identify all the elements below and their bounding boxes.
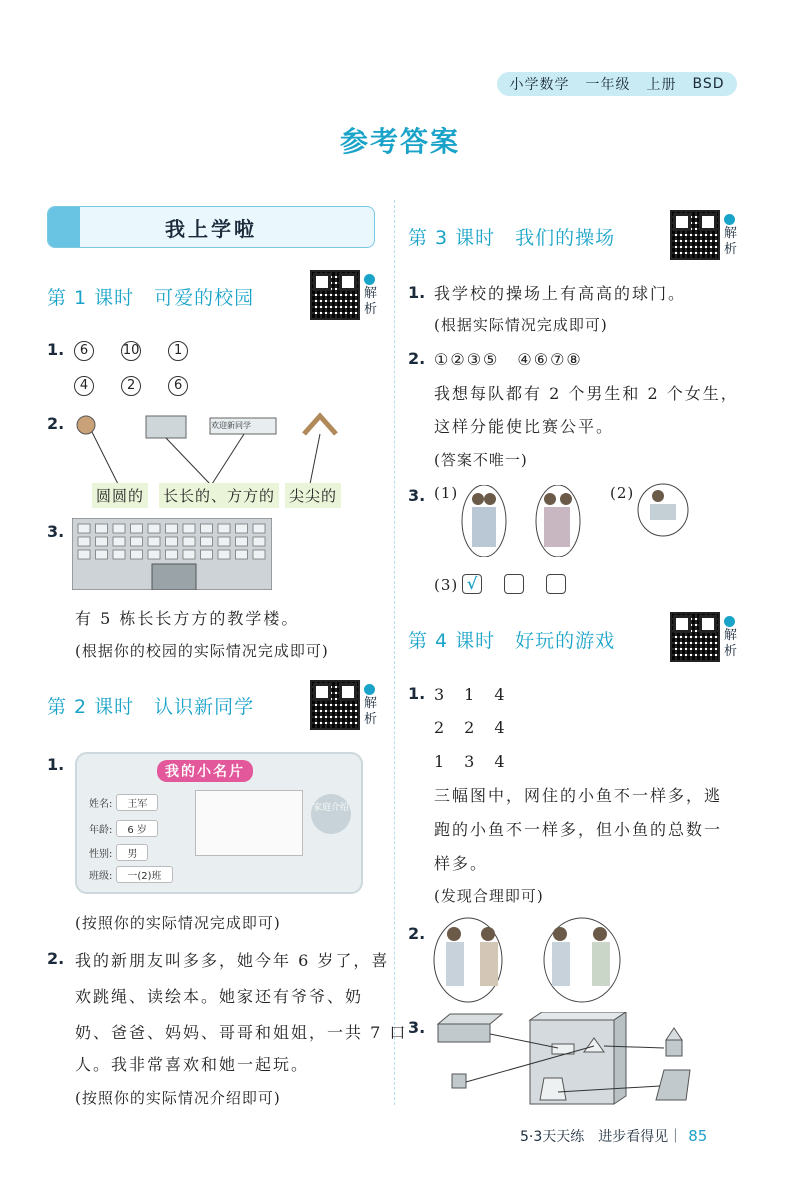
analysis-label: 解析 [364, 286, 378, 317]
play-icon [364, 274, 375, 285]
circled-number: 6 [74, 341, 94, 361]
checkbox-row [462, 573, 582, 594]
circled-number: 6 [168, 376, 188, 396]
question-number: 2. [47, 414, 65, 433]
answer-note: (按照你的实际情况完成即可) [75, 914, 281, 932]
answer-text: 有 5 栋长长方方的教学楼。 [75, 609, 300, 628]
play-icon [724, 214, 735, 225]
lesson-4-title: 第 4 课时 好玩的游戏 [408, 630, 616, 652]
answer-line: 样多。 [434, 854, 489, 873]
card-field-gender: 性别: 男 [89, 844, 148, 861]
checkbox [504, 574, 524, 594]
family-photo [195, 790, 303, 856]
analysis-link[interactable] [724, 214, 738, 258]
building-window [183, 537, 195, 546]
answer-line: 我的新朋友叫多多，她今年 6 岁了，喜 [75, 951, 390, 970]
building-window [236, 524, 248, 533]
page-number: 85 [688, 1127, 708, 1145]
building-window [218, 550, 230, 559]
building-window [166, 537, 178, 546]
play-icon [724, 616, 735, 627]
answer-note: (按照你的实际情况介绍即可) [75, 1089, 281, 1107]
answer-note: (根据实际情况完成即可) [434, 316, 608, 334]
book-info-bar [497, 72, 737, 96]
building-window [218, 524, 230, 533]
edition-label: BSD [692, 76, 725, 92]
card-field-age: 年龄: 6 岁 [89, 820, 158, 837]
question-number: 1. [408, 283, 426, 302]
building-window [148, 524, 160, 533]
page-title: 参考答案 [339, 125, 460, 158]
child-sitting-illustration [636, 482, 690, 538]
card-field-name: 姓名: 王军 [89, 794, 158, 811]
ball-icon [77, 416, 95, 434]
word-box: 尖尖的 [285, 483, 341, 508]
building-window [201, 524, 213, 533]
circled-number: 1 [168, 341, 188, 361]
play-icon [364, 684, 375, 695]
page-footer [520, 1126, 707, 1146]
building-window [253, 537, 265, 546]
building-window [253, 550, 265, 559]
answer-line: 人。我非常喜欢和她一起玩。 [75, 1055, 310, 1074]
part-label: (3) [434, 576, 459, 594]
grade-label: 一年级 [585, 77, 631, 93]
building-window [183, 550, 195, 559]
building-window [131, 524, 143, 533]
question-number: 1. [408, 684, 426, 703]
answer-text: ①②③⑤ ④⑥⑦⑧ [434, 350, 583, 369]
qr-code-icon[interactable] [310, 270, 360, 320]
part-label: (2) [610, 484, 635, 502]
answer-note: (答案不唯一) [434, 451, 528, 469]
question-number: 3. [408, 1018, 426, 1037]
question-number: 3. [47, 522, 65, 541]
answer-note: (根据你的校园的实际情况完成即可) [75, 642, 329, 660]
building-window [113, 537, 125, 546]
building-window [131, 550, 143, 559]
unit-title: 我上学啦 [165, 216, 257, 241]
building-window [253, 524, 265, 533]
question-number: 3. [408, 486, 426, 505]
building-window [183, 524, 195, 533]
circled-answers-row-2 [74, 374, 188, 396]
qr-code-icon[interactable] [310, 680, 360, 730]
analysis-link[interactable] [364, 684, 378, 728]
building-window [131, 537, 143, 546]
family-tag: 家庭介绍 [311, 794, 351, 834]
word-box: 长长的、方方的 [159, 483, 279, 508]
building-window [166, 550, 178, 559]
question-number: 1. [47, 755, 65, 774]
checkbox-checked: √ [462, 574, 482, 594]
lesson-3-title: 第 3 课时 我们的操场 [408, 227, 616, 249]
word-box: 圆圆的 [92, 483, 148, 508]
building-window [148, 537, 160, 546]
shapes-matching-diagram [434, 1012, 694, 1108]
school-building-image [72, 518, 272, 590]
answer-line: 这样分能使比赛公平。 [434, 417, 615, 436]
building-window [96, 537, 108, 546]
building-window [96, 550, 108, 559]
card-field-class: 班级: 一(2)班 [89, 866, 173, 883]
building-window [166, 524, 178, 533]
circled-number: 10 [121, 341, 141, 361]
answer-line: 三幅图中，网住的小鱼不一样多，逃 [434, 786, 723, 805]
sign-text: 欢迎新同学 [211, 421, 251, 430]
name-card [75, 752, 363, 894]
analysis-label: 解析 [724, 226, 738, 257]
building-window [78, 537, 90, 546]
building-window [218, 537, 230, 546]
building-window [148, 550, 160, 559]
building-window [236, 550, 248, 559]
triangle-ruler-icon [304, 416, 336, 434]
answer-line: 我想每队都有 2 个男生和 2 个女生， [434, 384, 739, 403]
analysis-link[interactable] [724, 616, 738, 660]
answer-note: (发现合理即可) [434, 887, 544, 905]
answer-line: 奶、爸爸、妈妈、哥哥和姐姐，一共 7 口 [75, 1023, 408, 1042]
building-window [201, 550, 213, 559]
question-number: 2. [408, 349, 426, 368]
circled-number: 2 [121, 376, 141, 396]
analysis-label: 解析 [724, 628, 738, 659]
answer-line: 跑的小鱼不一样多，但小鱼的总数一 [434, 820, 723, 839]
question-number: 1. [47, 340, 65, 359]
building-window [78, 524, 90, 533]
building-window [236, 537, 248, 546]
subject-label: 小学数学 [509, 77, 570, 93]
number-row: 2 2 4 [434, 718, 507, 737]
lesson-1-title: 第 1 课时 可爱的校园 [47, 287, 255, 309]
part-label: (1) [434, 484, 459, 502]
building-window [96, 524, 108, 533]
unit-banner [47, 206, 375, 248]
analysis-link[interactable] [364, 274, 378, 318]
answer-line: 欢跳绳、读绘本。她家还有爷爷、奶 [75, 987, 364, 1006]
children-with-balls-illustration [432, 916, 632, 1004]
volume-label: 上册 [646, 77, 677, 93]
lesson-2-title: 第 2 课时 认识新同学 [47, 696, 255, 718]
answer-text: 我学校的操场上有高高的球门。 [434, 284, 687, 303]
analysis-label: 解析 [364, 696, 378, 727]
building-window [201, 537, 213, 546]
window-icon [146, 416, 186, 438]
building-window [113, 550, 125, 559]
question-number: 2. [47, 949, 65, 968]
number-row: 1 3 4 [434, 752, 507, 771]
card-title: 我的小名片 [157, 760, 253, 782]
number-row: 3 1 4 [434, 685, 507, 704]
qr-code-icon[interactable] [670, 210, 720, 260]
circled-number: 4 [74, 376, 94, 396]
building-window [78, 550, 90, 559]
circled-answers-row-1 [74, 339, 188, 361]
footer-brand: 5·3天天练 进步看得见｜ [520, 1129, 683, 1145]
children-illustration [460, 485, 590, 557]
checkbox [546, 574, 566, 594]
building-window [113, 524, 125, 533]
question-number: 2. [408, 924, 426, 943]
qr-code-icon[interactable] [670, 612, 720, 662]
column-divider [394, 200, 395, 1105]
